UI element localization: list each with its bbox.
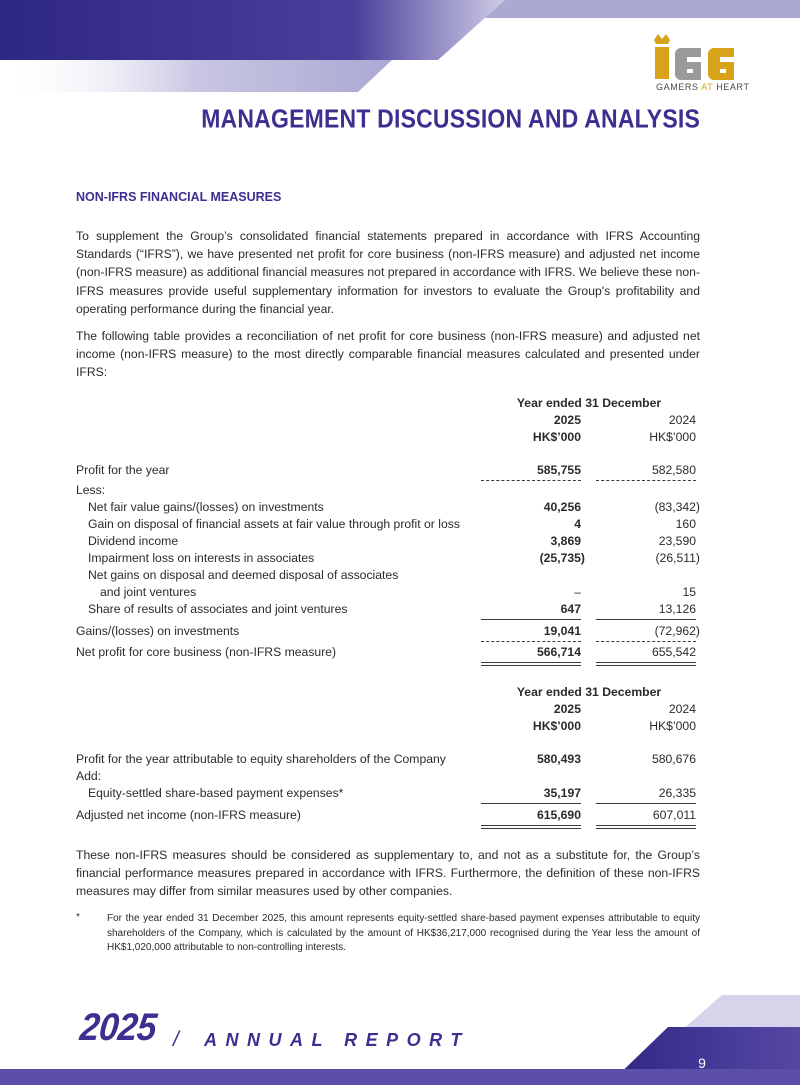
table-row: Gain on disposal of financial assets at fair value through profit or loss 4 160 xyxy=(88,517,696,531)
table-row: Equity-settled share-based payment expenses* 35,197 26,335 xyxy=(88,786,696,800)
footer-slash: / xyxy=(173,1028,179,1051)
table-row: Profit for the year 585,755 582,580 xyxy=(76,463,696,477)
table-row: Impairment loss on interests in associates (25,735) (26,511) xyxy=(88,551,700,565)
table-row: Profit for the year attributable to equity shareholders of the Company 580,493 580,676 xyxy=(76,752,696,766)
table1-unit-2025: HK$’000 xyxy=(532,430,581,444)
table-row: Add: xyxy=(76,769,102,783)
table2-year-2024: 2024 xyxy=(668,702,696,716)
page-title: MANAGEMENT DISCUSSION AND ANALYSIS xyxy=(201,104,700,134)
table-row: Net fair value gains/(losses) on investments 40,256 (83,342) xyxy=(88,500,700,514)
igg-logo-icon xyxy=(652,34,744,82)
disclaimer-paragraph: These non-IFRS measures should be considered as supplementary to, and not as a substitute for, the Group’s financial performance measures prepared in accordance with IFRS. Furthermore, the definition of these non-IFRS measures may differ from similar measures used by other companies. xyxy=(76,848,700,899)
reconciliation-paragraph: The following table provides a reconciliation of net profit for core business (non-IFRS measure) and adjusted net income (non-IFRS measure) to the most directly comparable financial measures calculated and presented under IFRS: xyxy=(76,329,700,380)
table1-header-span: Year ended 31 December xyxy=(516,396,662,410)
table-row: and joint ventures – 15 xyxy=(100,585,696,599)
table-row: Dividend income 3,869 23,590 xyxy=(88,534,696,548)
table2-year-2025: 2025 xyxy=(553,702,581,716)
table-row: Adjusted net income (non-IFRS measure) 615,690 607,011 xyxy=(76,808,696,822)
section-heading: NON-IFRS FINANCIAL MEASURES xyxy=(76,190,282,204)
table-row: Share of results of associates and joint ventures 647 13,126 xyxy=(88,602,696,616)
table-row: Gains/(losses) on investments 19,041 (72,962) xyxy=(76,624,700,638)
footer-annual-report-label: ANNUAL REPORT xyxy=(204,1030,470,1050)
page-number: 9 xyxy=(698,1055,706,1071)
footer-light-stripe xyxy=(682,995,800,1030)
table-row: Net gains on disposal and deemed disposal of associates xyxy=(88,568,399,582)
footer-bar xyxy=(0,1069,800,1085)
table1-year-2024: 2024 xyxy=(668,413,696,427)
table2-unit-2025: HK$’000 xyxy=(532,719,581,733)
logo-tagline: GAMERS AT HEART xyxy=(656,82,750,92)
footnote-marker: * xyxy=(76,912,80,923)
banner-light-stripe xyxy=(462,0,800,18)
banner-fade-band xyxy=(0,60,392,92)
table1-year-2025: 2025 xyxy=(553,413,581,427)
table2-header-span: Year ended 31 December xyxy=(516,685,662,699)
table2-unit-2024: HK$’000 xyxy=(649,719,696,733)
intro-paragraph: To supplement the Group’s consolidated financial statements prepared in accordance with IFRS Accounting Standards (“IFRS”), we have presented net profit for core business (non-IFRS measure) and adjusted net income (non-IFRS measure) as additional financial measures not prepared in accordance with IFRS. We believe these non-IFRS measures provide useful supplementary information for investors to evaluate the Group's profitability and operating performance during the financial year. xyxy=(76,229,700,316)
table1-unit-2024: HK$’000 xyxy=(649,430,696,444)
banner-dark-band xyxy=(0,0,505,60)
footnote-text: For the year ended 31 December 2025, this amount represents equity-settled share-based payment expenses attributable to equity shareholders of the Company, which is calculated by the amount of HK$36,217,000 recognised during the Year less the amount of HK$1,020,000 attributable to non-controlling interests. xyxy=(107,913,700,953)
footer-year: 2025 xyxy=(78,1006,159,1049)
table-row: Net profit for core business (non-IFRS measure) 566,714 655,542 xyxy=(76,645,696,659)
table-row: Less: xyxy=(76,483,106,497)
